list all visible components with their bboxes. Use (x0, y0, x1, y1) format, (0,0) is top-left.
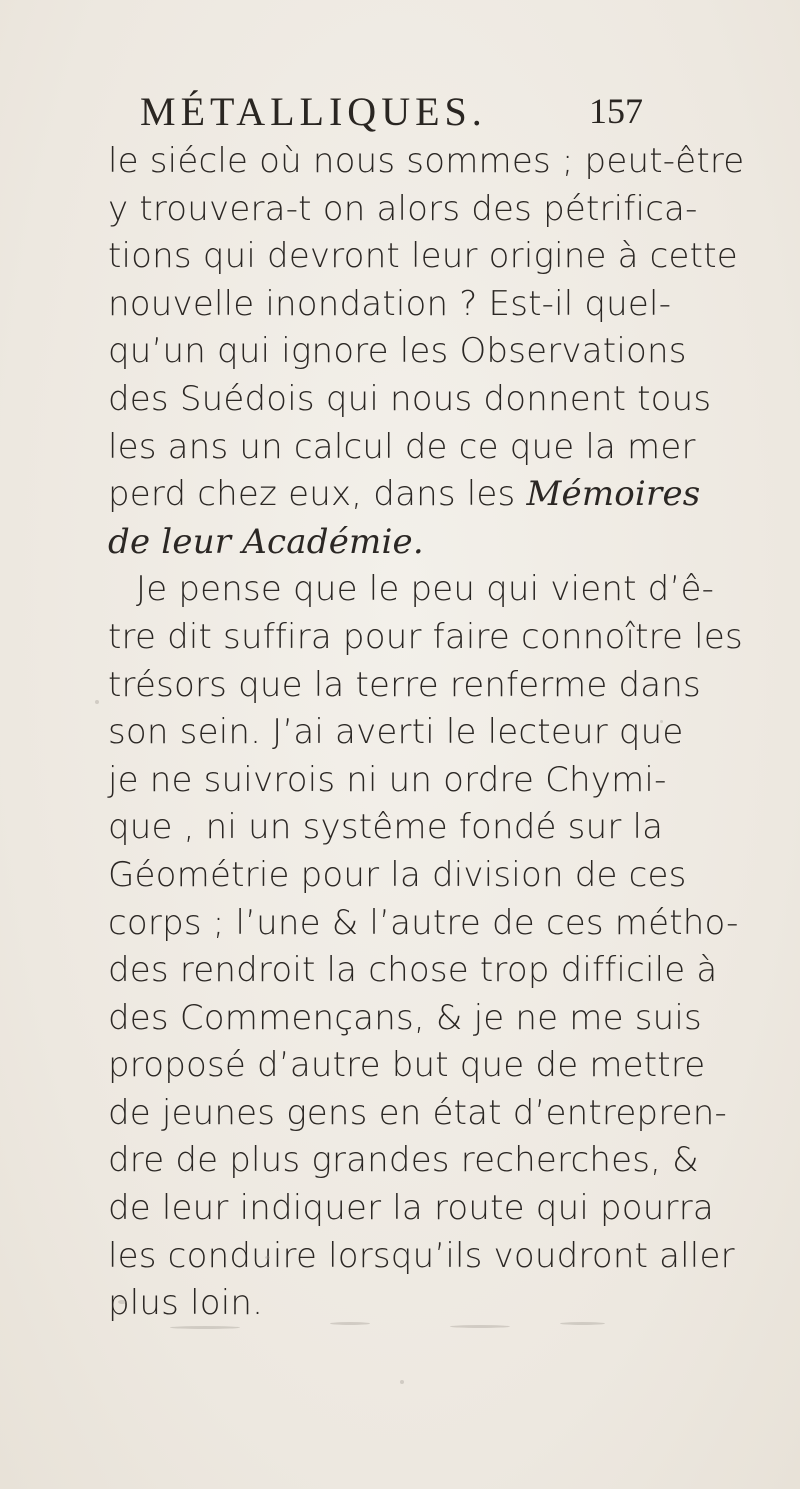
text-line: dre de plus grandes recherches, & (108, 1140, 699, 1181)
paper-speck (118, 1300, 126, 1304)
text-line: corps ; l’une & l’autre de ces métho- (108, 902, 739, 943)
text-line: le siécle où nous sommes ; peut-être (108, 141, 745, 181)
text-line: les ans un calcul de ce que la mer (108, 426, 696, 467)
text-line (108, 471, 701, 519)
text-line (108, 519, 628, 567)
running-head (140, 88, 643, 138)
text-line: y trouvera-t on alors des pétrifica- (108, 188, 698, 229)
paper-speck (95, 700, 99, 704)
text-line: des rendroit la chose trop difficile à (108, 950, 718, 991)
text-line: des Suédois qui nous donnent tous (108, 378, 712, 419)
running-head-title: MÉTALLIQUES. (140, 89, 487, 134)
text-line: proposé d’autre but que de mettre (108, 1045, 706, 1086)
italic-title-academie: Académie. (242, 521, 424, 562)
text-line: je ne suivrois ni un ordre Chymi- (108, 759, 667, 800)
text-line: Géométrie pour la division de ces (108, 854, 687, 895)
text-line: qu’un qui ignore les Observations (108, 331, 687, 372)
paper-speck (400, 1380, 404, 1384)
text-line: les conduire lorsqu’ils voudront aller (108, 1235, 735, 1276)
body-text (108, 138, 745, 1328)
text-line: de jeunes gens en état d’entrepren- (108, 1092, 727, 1133)
paper-speck (265, 1256, 270, 1259)
text-line: tions qui devront leur origine à cette (108, 236, 738, 277)
paper-speck (170, 1326, 240, 1329)
text-line: trésors que la terre renferme dans (108, 664, 701, 705)
text-line: tre dit suffira pour faire connoître les (108, 616, 743, 657)
paper-speck (330, 1322, 370, 1325)
page-number: 157 (589, 91, 643, 131)
text-line: de leur indiquer la route qui pourra (108, 1188, 714, 1229)
text-line: des Commençans, & je ne me suis (108, 997, 702, 1038)
text-line-part: de leur (108, 521, 232, 562)
text-line: que , ni un systême fondé sur la (108, 807, 664, 848)
text-line: nouvelle inondation ? Est-il quel- (108, 283, 672, 324)
text-line-part: perd chez eux, dans les (108, 474, 516, 515)
text-line: son sein. J’ai averti le lecteur que (108, 712, 684, 753)
italic-title-memoires: Mémoires (526, 474, 701, 515)
paper-speck (560, 1322, 605, 1325)
paper-speck (660, 720, 663, 723)
paragraph-start-line: Je pense que le peu qui vient d’ê- (136, 569, 715, 610)
text-line: plus loin. (108, 1283, 264, 1324)
paper-speck (450, 1325, 510, 1328)
